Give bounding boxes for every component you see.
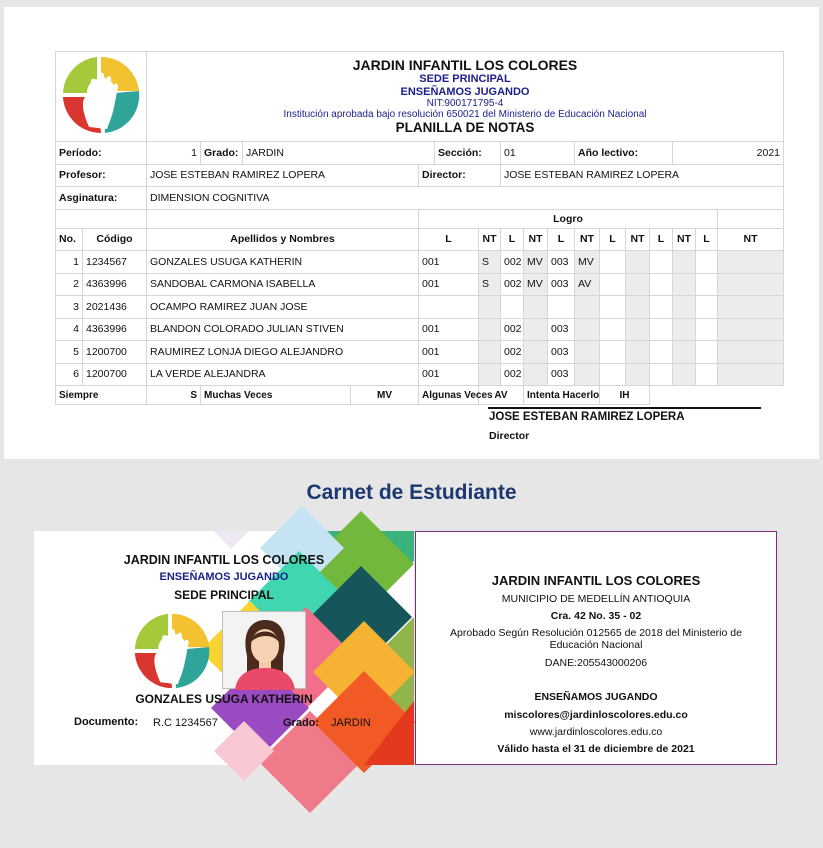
card-school-name: JARDIN INFANTIL LOS COLORES bbox=[123, 553, 325, 567]
row-n2 bbox=[524, 318, 548, 341]
col-l: L bbox=[600, 228, 626, 251]
school-approval: Institución aprobada bajo resolución 650021 del Ministerio de Educación Nacional bbox=[283, 109, 647, 121]
row-n1: S bbox=[479, 273, 501, 296]
row-no: 5 bbox=[56, 341, 83, 364]
col-codigo: Código bbox=[83, 228, 147, 251]
row-no: 6 bbox=[56, 363, 83, 386]
grade-table bbox=[55, 51, 784, 405]
row-l1: 001 bbox=[419, 251, 479, 274]
row-nombre: GONZALES USUGA KATHERIN bbox=[147, 251, 419, 274]
row-codigo: 1200700 bbox=[83, 341, 147, 364]
row-n2 bbox=[524, 296, 548, 319]
student-avatar-icon bbox=[223, 612, 307, 690]
row-no: 2 bbox=[56, 273, 83, 296]
school-motto: ENSEÑAMOS JUGANDO bbox=[400, 85, 530, 98]
row-l3: 003 bbox=[548, 318, 575, 341]
back-school-name: JARDIN INFANTIL LOS COLORES bbox=[491, 573, 701, 588]
row-nombre: RAUMIREZ LONJA DIEGO ALEJANDRO bbox=[147, 341, 419, 364]
seccion-value: 01 bbox=[501, 142, 575, 165]
row-l2: 002 bbox=[501, 273, 524, 296]
row-n1 bbox=[479, 296, 501, 319]
row-no: 1 bbox=[56, 251, 83, 274]
asignatura-label: Asginatura: bbox=[56, 187, 147, 210]
row-n3: MV bbox=[575, 251, 600, 274]
row-l1: 001 bbox=[419, 318, 479, 341]
row-n2 bbox=[524, 341, 548, 364]
col-l: L bbox=[696, 228, 718, 251]
legend-algunas: Algunas Veces bbox=[419, 386, 479, 405]
col-nt: NT bbox=[524, 228, 548, 251]
legend-s: S bbox=[147, 386, 201, 405]
logro-header: Logro bbox=[419, 209, 718, 228]
row-codigo: 2021436 bbox=[83, 296, 147, 319]
row-l3: 003 bbox=[548, 273, 575, 296]
card-grado-label: Grado: bbox=[283, 717, 320, 729]
student-photo bbox=[222, 611, 306, 689]
signature-role: Director bbox=[489, 430, 530, 442]
col-l: L bbox=[650, 228, 673, 251]
grado-value: JARDIN bbox=[243, 142, 435, 165]
row-l2: 002 bbox=[501, 363, 524, 386]
school-header bbox=[147, 52, 784, 142]
seccion-label: Sección: bbox=[435, 142, 501, 165]
row-codigo: 1234567 bbox=[83, 251, 147, 274]
row-codigo: 1200700 bbox=[83, 363, 147, 386]
row-l2: 002 bbox=[501, 341, 524, 364]
school-nit: NIT:900171795-4 bbox=[426, 97, 504, 109]
asignatura-value: DIMENSION COGNITIVA bbox=[147, 187, 784, 210]
col-l: L bbox=[501, 228, 524, 251]
row-l3: 003 bbox=[548, 363, 575, 386]
back-valid: Válido hasta el 31 de diciembre de 2021 bbox=[497, 743, 695, 755]
row-nombre: SANDOBAL CARMONA ISABELLA bbox=[147, 273, 419, 296]
row-no: 4 bbox=[56, 318, 83, 341]
legend-row bbox=[56, 386, 784, 405]
legend-mv: MV bbox=[351, 386, 419, 405]
col-l: L bbox=[548, 228, 575, 251]
school-logo bbox=[56, 52, 147, 142]
row-l1: 001 bbox=[419, 363, 479, 386]
table-row bbox=[56, 341, 784, 364]
legend-siempre: Siempre bbox=[56, 386, 147, 405]
row-n2 bbox=[524, 363, 548, 386]
row-n2: MV bbox=[524, 251, 548, 274]
row-n3 bbox=[575, 341, 600, 364]
row-l2 bbox=[501, 296, 524, 319]
row-n3 bbox=[575, 318, 600, 341]
row-l3: 003 bbox=[548, 341, 575, 364]
card-student-name: GONZALES USUGA KATHERIN bbox=[135, 692, 313, 706]
id-card-back bbox=[415, 531, 777, 765]
profesor-value: JOSE ESTEBAN RAMIREZ LOPERA bbox=[147, 164, 419, 187]
hand-logo-icon bbox=[59, 53, 143, 137]
row-nombre: BLANDON COLORADO JULIAN STIVEN bbox=[147, 318, 419, 341]
periodo-value: 1 bbox=[147, 142, 201, 165]
row-l2: 002 bbox=[501, 251, 524, 274]
col-nt: NT bbox=[575, 228, 600, 251]
back-dane: DANE:205543000206 bbox=[544, 657, 648, 669]
row-nombre: LA VERDE ALEJANDRA bbox=[147, 363, 419, 386]
row-n3 bbox=[575, 296, 600, 319]
table-row bbox=[56, 363, 784, 386]
row-l1 bbox=[419, 296, 479, 319]
ano-value: 2021 bbox=[673, 142, 784, 165]
carnet-title: Carnet de Estudiante bbox=[306, 481, 517, 504]
col-nombres: Apellidos y Nombres bbox=[147, 228, 419, 251]
row-n1: S bbox=[479, 251, 501, 274]
col-l: L bbox=[419, 228, 479, 251]
col-nt: NT bbox=[718, 228, 784, 251]
legend-ih: IH bbox=[600, 386, 650, 405]
sheet-title: PLANILLA DE NOTAS bbox=[395, 120, 535, 136]
table-row bbox=[56, 296, 784, 319]
back-municipio: MUNICIPIO DE MEDELLÍN ANTIOQUIA bbox=[501, 593, 691, 605]
back-motto: ENSEÑAMOS JUGANDO bbox=[534, 691, 658, 703]
card-sede: SEDE PRINCIPAL bbox=[174, 588, 274, 602]
row-l1: 001 bbox=[419, 341, 479, 364]
col-nt: NT bbox=[673, 228, 696, 251]
grade-sheet bbox=[4, 7, 819, 459]
back-approval: Aprobado Según Resolución 012565 de 2018 del Ministerio de Educación Nacional bbox=[450, 627, 742, 652]
signature-line bbox=[488, 407, 761, 409]
col-nt: NT bbox=[626, 228, 650, 251]
back-email: miscolores@jardinloscolores.edu.co bbox=[504, 709, 688, 721]
director-label: Director: bbox=[419, 164, 501, 187]
school-sede: SEDE PRINCIPAL bbox=[419, 73, 511, 86]
card-hand-logo-icon bbox=[131, 610, 213, 692]
periodo-label: Período: bbox=[56, 142, 147, 165]
card-motto: ENSEÑAMOS JUGANDO bbox=[159, 571, 289, 583]
col-no: No. bbox=[56, 228, 83, 251]
row-n1 bbox=[479, 363, 501, 386]
row-n1 bbox=[479, 318, 501, 341]
row-n3 bbox=[575, 363, 600, 386]
row-nombre: OCAMPO RAMIREZ JUAN JOSE bbox=[147, 296, 419, 319]
table-row bbox=[56, 318, 784, 341]
legend-intenta: Intenta Hacerlo bbox=[524, 386, 600, 405]
grado-label: Grado: bbox=[201, 142, 243, 165]
card-grado-value: JARDIN bbox=[331, 717, 371, 729]
col-nt: NT bbox=[479, 228, 501, 251]
signature-name: JOSE ESTEBAN RAMIREZ LOPERA bbox=[489, 411, 685, 423]
row-l3 bbox=[548, 296, 575, 319]
profesor-label: Profesor: bbox=[56, 164, 147, 187]
row-codigo: 4363996 bbox=[83, 273, 147, 296]
card-doc-value: R.C 1234567 bbox=[153, 717, 218, 729]
legend-muchas: Muchas Veces bbox=[201, 386, 351, 405]
table-row bbox=[56, 251, 784, 274]
row-l1: 001 bbox=[419, 273, 479, 296]
table-row bbox=[56, 273, 784, 296]
back-web: www.jardinloscolores.edu.co bbox=[529, 726, 663, 738]
ano-label: Año lectivo: bbox=[575, 142, 673, 165]
row-no: 3 bbox=[56, 296, 83, 319]
school-name: JARDIN INFANTIL LOS COLORES bbox=[352, 56, 578, 73]
row-n1 bbox=[479, 341, 501, 364]
legend-av: AV bbox=[479, 386, 524, 405]
director-value: JOSE ESTEBAN RAMIREZ LOPERA bbox=[501, 164, 784, 187]
id-card-front bbox=[34, 531, 414, 765]
back-address: Cra. 42 No. 35 - 02 bbox=[550, 610, 642, 622]
row-n3: AV bbox=[575, 273, 600, 296]
row-l3: 003 bbox=[548, 251, 575, 274]
row-l2: 002 bbox=[501, 318, 524, 341]
row-codigo: 4363996 bbox=[83, 318, 147, 341]
row-n2: MV bbox=[524, 273, 548, 296]
card-doc-label: Documento: bbox=[74, 716, 139, 728]
